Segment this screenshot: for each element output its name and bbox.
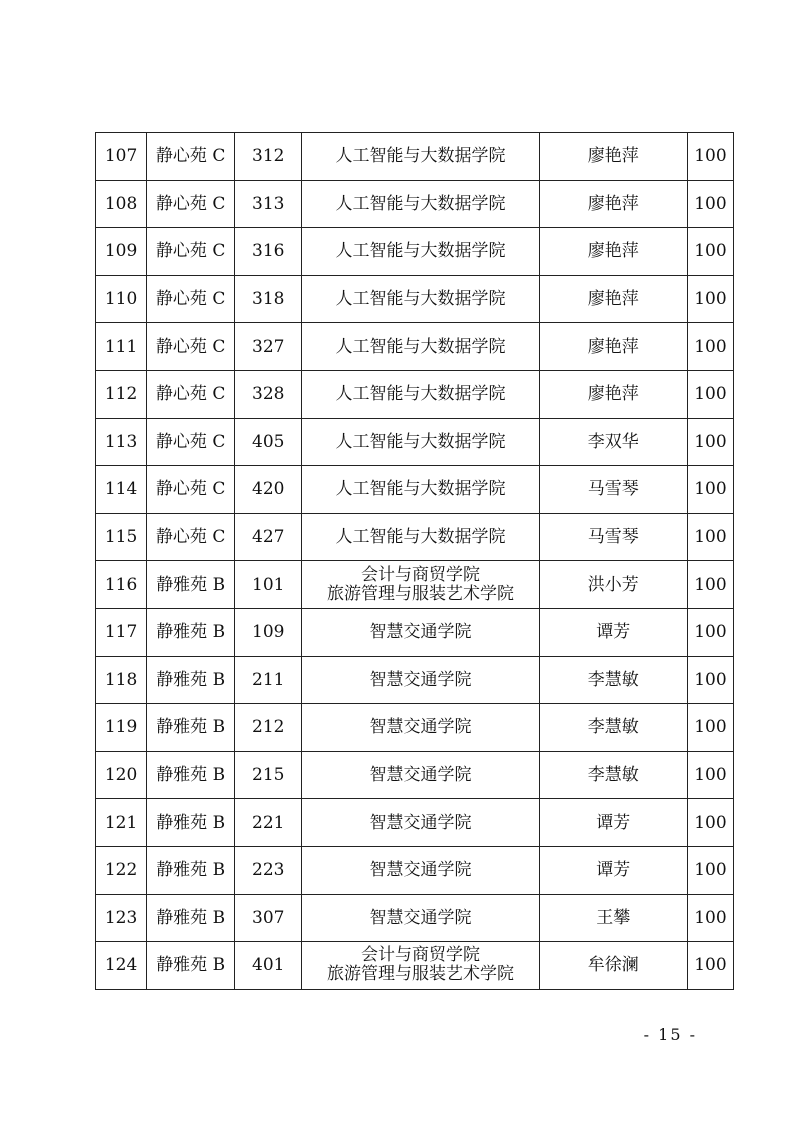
table-row	[96, 656, 734, 704]
score-cell: 100	[687, 228, 733, 276]
score-cell: 100	[687, 418, 733, 466]
score-cell: 100	[687, 513, 733, 561]
score-cell: 100	[687, 323, 733, 371]
row-number-cell: 113	[96, 418, 147, 466]
person-cell: 谭芳	[539, 846, 687, 894]
college-line: 旅游管理与服装艺术学院	[326, 583, 514, 604]
college-line: 人工智能与大数据学院	[335, 479, 506, 500]
table-row	[96, 370, 734, 418]
row-number-cell: 120	[96, 751, 147, 799]
room-cell: 313	[235, 180, 302, 228]
college-line: 会计与商贸学院	[360, 564, 480, 585]
room-cell: 427	[235, 513, 302, 561]
building-cell: 静心苑 C	[147, 275, 235, 323]
college-cell	[302, 608, 539, 656]
row-number-cell: 121	[96, 799, 147, 847]
college-line: 人工智能与大数据学院	[335, 289, 506, 310]
row-number-cell: 124	[96, 942, 147, 990]
row-number-cell: 108	[96, 180, 147, 228]
room-cell: 405	[235, 418, 302, 466]
college-cell	[302, 656, 539, 704]
room-cell: 316	[235, 228, 302, 276]
building-cell: 静雅苑 B	[147, 942, 235, 990]
person-cell: 廖艳萍	[539, 323, 687, 371]
score-cell: 100	[687, 608, 733, 656]
building-cell: 静心苑 C	[147, 513, 235, 561]
person-cell: 谭芳	[539, 799, 687, 847]
page-number: - 15 -	[643, 1025, 697, 1044]
person-cell: 李双华	[539, 418, 687, 466]
college-line: 人工智能与大数据学院	[335, 146, 506, 167]
table-row	[96, 418, 734, 466]
building-cell: 静心苑 C	[147, 370, 235, 418]
person-cell: 廖艳萍	[539, 133, 687, 181]
dormitory-score-table	[95, 132, 734, 990]
row-number-cell: 118	[96, 656, 147, 704]
row-number-cell: 107	[96, 133, 147, 181]
building-cell: 静心苑 C	[147, 133, 235, 181]
room-cell: 212	[235, 704, 302, 752]
room-cell: 318	[235, 275, 302, 323]
room-cell: 211	[235, 656, 302, 704]
table-row	[96, 561, 734, 609]
row-number-cell: 112	[96, 370, 147, 418]
person-cell: 王攀	[539, 894, 687, 942]
table-row	[96, 180, 734, 228]
building-cell: 静心苑 C	[147, 180, 235, 228]
room-cell: 401	[235, 942, 302, 990]
room-cell: 328	[235, 370, 302, 418]
score-cell: 100	[687, 942, 733, 990]
table-row	[96, 608, 734, 656]
college-line: 智慧交通学院	[369, 622, 472, 643]
college-cell	[302, 704, 539, 752]
college-line: 人工智能与大数据学院	[335, 527, 506, 548]
row-number-cell: 116	[96, 561, 147, 609]
room-cell: 101	[235, 561, 302, 609]
person-cell: 马雪琴	[539, 513, 687, 561]
person-cell: 廖艳萍	[539, 228, 687, 276]
person-cell: 李慧敏	[539, 656, 687, 704]
score-cell: 100	[687, 799, 733, 847]
college-line: 智慧交通学院	[369, 717, 472, 738]
row-number-cell: 110	[96, 275, 147, 323]
row-number-cell: 111	[96, 323, 147, 371]
table-row	[96, 704, 734, 752]
room-cell: 312	[235, 133, 302, 181]
building-cell: 静雅苑 B	[147, 656, 235, 704]
college-line: 智慧交通学院	[369, 669, 472, 690]
college-cell	[302, 466, 539, 514]
row-number-cell: 122	[96, 846, 147, 894]
score-cell: 100	[687, 275, 733, 323]
college-cell	[302, 323, 539, 371]
college-cell	[302, 370, 539, 418]
score-cell: 100	[687, 370, 733, 418]
table-row	[96, 799, 734, 847]
college-cell	[302, 418, 539, 466]
row-number-cell: 115	[96, 513, 147, 561]
college-cell	[302, 846, 539, 894]
table-row	[96, 323, 734, 371]
person-cell: 廖艳萍	[539, 180, 687, 228]
score-cell: 100	[687, 704, 733, 752]
college-cell	[302, 275, 539, 323]
score-cell: 100	[687, 656, 733, 704]
building-cell: 静雅苑 B	[147, 799, 235, 847]
building-cell: 静心苑 C	[147, 228, 235, 276]
college-line: 会计与商贸学院	[360, 945, 480, 966]
college-line: 智慧交通学院	[369, 907, 472, 928]
score-cell: 100	[687, 751, 733, 799]
room-cell: 109	[235, 608, 302, 656]
score-cell: 100	[687, 180, 733, 228]
table-row	[96, 894, 734, 942]
table-row	[96, 513, 734, 561]
college-cell	[302, 894, 539, 942]
score-cell: 100	[687, 133, 733, 181]
college-cell	[302, 513, 539, 561]
college-cell	[302, 799, 539, 847]
building-cell: 静雅苑 B	[147, 608, 235, 656]
college-cell	[302, 942, 539, 990]
building-cell: 静雅苑 B	[147, 894, 235, 942]
person-cell: 李慧敏	[539, 704, 687, 752]
room-cell: 420	[235, 466, 302, 514]
room-cell: 221	[235, 799, 302, 847]
person-cell: 牟徐澜	[539, 942, 687, 990]
table-row	[96, 275, 734, 323]
building-cell: 静雅苑 B	[147, 846, 235, 894]
table-body	[96, 133, 734, 990]
table-row	[96, 133, 734, 181]
college-cell	[302, 228, 539, 276]
college-line: 人工智能与大数据学院	[335, 193, 506, 214]
building-cell: 静心苑 C	[147, 466, 235, 514]
row-number-cell: 119	[96, 704, 147, 752]
person-cell: 谭芳	[539, 608, 687, 656]
table-row	[96, 751, 734, 799]
college-line: 智慧交通学院	[369, 765, 472, 786]
college-line: 旅游管理与服装艺术学院	[326, 964, 514, 985]
table-row	[96, 846, 734, 894]
room-cell: 307	[235, 894, 302, 942]
row-number-cell: 117	[96, 608, 147, 656]
row-number-cell: 123	[96, 894, 147, 942]
table-row	[96, 466, 734, 514]
score-cell: 100	[687, 846, 733, 894]
college-cell	[302, 751, 539, 799]
person-cell: 洪小芳	[539, 561, 687, 609]
college-cell	[302, 133, 539, 181]
row-number-cell: 109	[96, 228, 147, 276]
score-cell: 100	[687, 894, 733, 942]
building-cell: 静雅苑 B	[147, 751, 235, 799]
room-cell: 215	[235, 751, 302, 799]
room-cell: 223	[235, 846, 302, 894]
college-cell	[302, 561, 539, 609]
college-cell	[302, 180, 539, 228]
building-cell: 静心苑 C	[147, 418, 235, 466]
building-cell: 静心苑 C	[147, 323, 235, 371]
room-cell: 327	[235, 323, 302, 371]
college-line: 智慧交通学院	[369, 860, 472, 881]
table-row	[96, 228, 734, 276]
person-cell: 廖艳萍	[539, 275, 687, 323]
building-cell: 静雅苑 B	[147, 561, 235, 609]
person-cell: 李慧敏	[539, 751, 687, 799]
college-line: 人工智能与大数据学院	[335, 241, 506, 262]
table-row	[96, 942, 734, 990]
score-cell: 100	[687, 561, 733, 609]
college-line: 人工智能与大数据学院	[335, 384, 506, 405]
college-line: 人工智能与大数据学院	[335, 336, 506, 357]
college-line: 智慧交通学院	[369, 812, 472, 833]
person-cell: 廖艳萍	[539, 370, 687, 418]
building-cell: 静雅苑 B	[147, 704, 235, 752]
score-cell: 100	[687, 466, 733, 514]
college-line: 人工智能与大数据学院	[335, 431, 506, 452]
row-number-cell: 114	[96, 466, 147, 514]
person-cell: 马雪琴	[539, 466, 687, 514]
